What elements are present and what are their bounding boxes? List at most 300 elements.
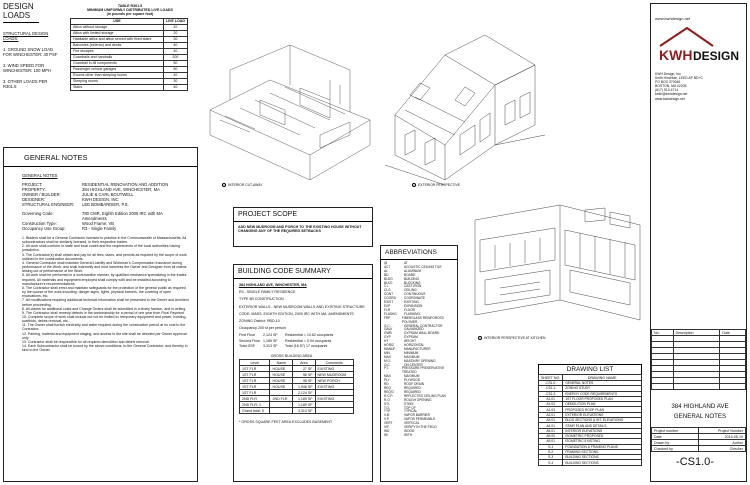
floor-row: [239, 333, 372, 337]
table-cell: 40: [163, 42, 187, 48]
abbreviation-meaning: PRESSURE PRESERVATIVE TREATED: [401, 366, 445, 375]
gba-cell: EXISTING: [315, 384, 353, 390]
table-cell: 50: [163, 60, 187, 66]
abbreviation-meaning: TYPICAL: [404, 409, 418, 414]
abbreviation-code: FLR: [384, 307, 391, 312]
abbreviation-code: TYP: [384, 409, 391, 414]
floor-occupants: Residential = 10.62 occupants: [285, 333, 334, 338]
drawing-list-cell: FRAMING SECTIONS: [563, 449, 642, 454]
gba-cell: HOUSE: [270, 384, 293, 390]
gba-cell: 2,124 SF: [293, 390, 315, 396]
interior-cutaway-drawing: [200, 40, 380, 180]
abbreviation-meaning: REFLECTED CEILING PLAN: [404, 393, 446, 398]
table-cell: Guardrails and handrails: [71, 54, 164, 60]
floor-name: First Floor: [239, 333, 256, 338]
table-cell: Attics without storage: [71, 24, 164, 30]
gba-cell: HOUSE: [270, 372, 293, 378]
abbreviation-code: BLDG: [384, 276, 393, 281]
abbreviation-meaning: BUILDING: [404, 276, 420, 281]
meta-label: Checked by: [652, 446, 699, 452]
info-value: RESIDENTIAL RENOVATION AND ADDITION: [82, 182, 169, 187]
drawing-list-cell: A9.00: [539, 433, 563, 438]
abbreviation-code: WD: [384, 428, 390, 433]
table-cell: 50: [163, 66, 187, 72]
abbreviation-meaning: TOP OF: [404, 405, 416, 410]
abbreviation-meaning: CEILING: [404, 288, 417, 293]
abbreviation-code: MAX: [384, 354, 391, 359]
table-cell: Attics with limited storage: [71, 30, 164, 36]
drawing-list-cell: PROPOSED ROOF PLAN: [563, 407, 642, 412]
code-value: Wood Frame, VB: [82, 221, 115, 226]
code-row: [22, 211, 197, 221]
gba-cell: [315, 408, 353, 414]
gba-header-cell: Area: [293, 360, 315, 366]
abbreviation-code: EXP: [384, 303, 391, 308]
caption-interior-cutaway: INTERIOR CUT-AWAY: [222, 183, 263, 187]
gba-cell: 1,189 SF: [293, 402, 315, 408]
abbreviation-meaning: ROUGH OPENING: [404, 397, 432, 402]
gba-header-cell: Name: [270, 360, 293, 366]
revision-table: [651, 329, 746, 390]
floor-occupants: Residential = 5.94 occupants: [285, 338, 332, 343]
abbreviation-meaning: MAXIMUM: [404, 374, 420, 379]
abbreviation-code: MANUF: [384, 346, 396, 351]
table-cell: Guardrail in-fill components: [71, 60, 164, 66]
abbreviation-code: CONT: [384, 292, 394, 297]
general-notes-box: [3, 147, 198, 482]
code-summary-line: R3 - SINGLE FAMILY RESIDENCE: [239, 290, 296, 295]
abbreviations-box: [380, 245, 458, 482]
drawing-list-cell: DEMOLITION PLAN: [563, 402, 642, 407]
abbreviation-code: BD: [384, 272, 389, 277]
design-loads-title: DESIGN LOADS: [3, 3, 39, 23]
abbreviation-meaning: AT: [404, 261, 408, 265]
code-label: Occupancy Use Group:: [22, 226, 66, 231]
info-row: [22, 202, 197, 207]
gba-cell: HOUSE: [270, 378, 293, 384]
abbreviation-code: W/: [384, 432, 388, 437]
code-lines: [239, 290, 372, 330]
note-item: 12. Parking, material and equipment staging, and access to the site shall be directed per Owner approval only.: [22, 331, 187, 340]
abbreviation-row: [384, 434, 454, 438]
abbreviation-meaning: ALUMINUM: [404, 268, 422, 273]
meta-label: Drawn by: [652, 440, 699, 446]
drawing-list-box: [538, 364, 642, 466]
abbreviation-code: V.P.: [384, 417, 390, 422]
abbreviation-code: HORIZ: [384, 343, 394, 348]
general-notes-subtitle: GENERAL NOTES: [22, 173, 58, 178]
note-item: 1. Bidders shall be a General Contractor licensed to practice in the Commonwealth of Massachusetts. All subcontractors shall be similarly licensed, in their respective trades.: [22, 236, 187, 245]
abbreviation-code: VERT: [384, 421, 393, 426]
abbreviation-code: V.B.: [384, 413, 390, 418]
abbreviation-meaning: HEIGHT: [404, 339, 417, 344]
drawing-list-cell: -CS1.1-: [539, 386, 563, 391]
abbreviation-meaning: FLOOR: [404, 307, 415, 312]
project-scope-title: PROJECT SCOPE: [234, 208, 372, 222]
floor-area: 1,189 SF: [263, 338, 278, 343]
abbreviation-code: R.C.P.: [384, 393, 393, 398]
note-item: 3. The Contractor(s) shall obtain and pay for all fees, taxes, and permits as required by the scope of work outlined in the construction documents.: [22, 252, 187, 261]
gba-cell: [270, 408, 293, 414]
abbreviation-meaning: ROOF DRAIN: [404, 382, 425, 387]
table-cell: 40: [163, 48, 187, 54]
drawing-list-table: [538, 374, 642, 466]
sheet-number: -CS1.0-: [676, 456, 714, 468]
info-value: 384 HIGHLAND AVE, WINCHESTER, MA: [82, 187, 160, 192]
info-label: PROPERTY:: [22, 187, 46, 192]
floor-area: 2,124 SF: [263, 333, 278, 338]
abbreviation-code: FRP: [384, 315, 391, 320]
drawing-list-cell: A9.01: [539, 439, 563, 444]
abbreviation-meaning: MINIMUM: [404, 350, 419, 355]
project-name: 384 HIGHLAND AVE: [671, 403, 729, 410]
info-label: PROJECT:: [22, 182, 43, 187]
design-loads-items: [3, 47, 66, 89]
abbreviation-meaning: GYPSUM: [404, 335, 418, 340]
gba-cell: 1ST FLR: [240, 372, 270, 378]
abbreviation-code: R.O.: [384, 397, 391, 402]
gba-cell: 1ST FLR: [240, 384, 270, 390]
table-cell: Passenger vehicle garages: [71, 66, 164, 72]
drawing-list-cell: S-3: [539, 455, 563, 460]
gba-header-cell: Comments: [315, 360, 353, 366]
floor-occupants: Total (16.57) 17 occupants: [285, 343, 328, 348]
drawing-list-cell: A3.01: [539, 418, 563, 423]
code-summary-line: EXTERIOR WALLS - NEW MUDROOM WALLS AND EXISTING STRUCTURE: [239, 304, 365, 309]
table-cell: 10: [163, 24, 187, 30]
note-item: 7. All modifications requiring additional technical information shall be presented to the Owner and Architect before proceeding.: [22, 298, 189, 307]
abbreviation-meaning: REQUIRED: [404, 386, 421, 390]
design-load-item: 2. WIND SPEED FOR WINCHESTER: 100 MPH: [3, 63, 51, 73]
building-address: 384 HIGHLAND AVE, WINCHESTER, MA: [239, 283, 307, 287]
code-value: 780 CMR, Eighth Edition 2009 IRC with MA Amendments: [82, 211, 163, 221]
abbreviation-code: PLY: [384, 378, 390, 383]
gba-header-cell: Level: [240, 360, 270, 366]
drawing-list-cell: S-2: [539, 449, 563, 454]
meta-label: Project number: [652, 428, 699, 434]
table-cell: Balconies (exterior) and decks: [71, 42, 164, 48]
note-item: 2. All work shall conform to state and local codes and the requirements of the local authorities having jurisdiction.: [22, 244, 180, 253]
abbreviation-code: STL: [384, 401, 390, 406]
info-label: STRUCTURAL ENGINEER:: [22, 202, 75, 207]
drawing-list-cell: ISOMETRIC EXISTING: [563, 439, 642, 444]
info-label: OWNER / BUILDER:: [22, 192, 61, 197]
note-item: 8. All claims for additional costs and Change Orders shall be submitted in a timely fashion, and in writing.: [22, 306, 187, 311]
table-cell: 200: [163, 54, 187, 60]
notes-list: [22, 236, 189, 352]
gba-cell: NEW MUDROOM: [315, 372, 353, 378]
drawing-list-header-cell: DRAWING NAME: [563, 375, 642, 381]
abbreviation-row: [384, 367, 454, 375]
abbreviation-code: GWB: [384, 331, 392, 336]
company-line: Keith Hinchlae, LEED AP BD+C: [655, 76, 703, 81]
table-cell: 30: [163, 78, 187, 84]
code-summary-line: TYPE 5B CONSTRUCTION: [239, 297, 284, 302]
drawing-list-cell: A2.01: [539, 412, 563, 417]
design-load-item: 3. OTHER LOADS PER R301.5: [3, 79, 48, 89]
gba-footnote: * GROSS SQUARE FEET AREA EXCLUDES BASEMENT: [239, 420, 333, 425]
abbreviation-code: ACT: [384, 264, 391, 269]
general-notes-title: GENERAL NOTES: [4, 148, 197, 167]
abbreviation-meaning: WITH: [404, 432, 413, 437]
abbreviation-code: REQ'D: [384, 389, 394, 394]
abbreviation-code: MAX: [384, 374, 391, 379]
abbreviation-code: HT: [384, 339, 389, 344]
floor-name: Total GSF: [239, 343, 255, 348]
abbreviation-code: GALV: [384, 327, 393, 332]
code-label: Construction Type:: [22, 221, 57, 226]
company-line: www.kwhdesign.net: [655, 96, 685, 101]
abbreviation-meaning: EXISTING: [404, 300, 419, 305]
live-load-table: [70, 18, 188, 91]
project-meta-table: [651, 427, 746, 452]
gross-building-area-table: [239, 359, 354, 414]
abbreviation-code: REQ: [384, 386, 391, 390]
company-line: PO BOX 370046: [655, 80, 681, 85]
table-header-cell: LIVE LOAD: [163, 18, 187, 24]
code-row: [22, 226, 197, 231]
abbreviation-meaning: WOOD: [404, 428, 415, 433]
drawing-list-cell: S-4: [539, 460, 563, 465]
abbreviation-code: @: [384, 261, 388, 265]
abbreviation-meaning: VAPOR PERMEABLE: [404, 417, 436, 422]
table-cell: Sleeping rooms: [71, 78, 164, 84]
floor-occupancy: [239, 333, 372, 348]
sheet-title: GENERAL NOTES: [673, 413, 727, 420]
abbreviation-code: P.T.: [384, 366, 390, 371]
view-marker-icon: [222, 183, 226, 187]
info-value: JULIE & CARL BOUTWELL: [82, 192, 134, 197]
floor-row: [239, 339, 372, 343]
abbreviation-meaning: FIBERGLASS REINFORCED POLYMER: [401, 315, 444, 324]
company-line: BOSTON, MA 02205: [655, 84, 687, 89]
table-subtitle: MINIMUM UNIFORMLY DISTRIBUTED LIVE LOADS: [87, 8, 173, 13]
meta-value: 2014-05-19: [698, 434, 745, 440]
abbreviation-code: RD: [384, 382, 389, 387]
abbreviation-code: FLASHG: [384, 311, 397, 316]
house-logo-icon: [655, 24, 745, 66]
drawing-list-cell: A5.01: [539, 428, 563, 433]
abbreviation-meaning: HORIZONTAL: [404, 343, 425, 348]
drawing-list-title: DRAWING LIST: [538, 364, 642, 374]
abbreviation-code: G.C.: [384, 323, 391, 328]
logo-design: DESIGN: [693, 49, 740, 63]
abbreviation-meaning: PLYWOOD: [404, 378, 421, 383]
gba-cell: 2ND FLR: [270, 396, 293, 402]
gba-cell: 1,189 SF: [293, 396, 315, 402]
note-item: 14. Each Subcontractor shall be bound by the above conditions, to the General Contractor, and thereby in kind to the Owner.: [22, 344, 188, 353]
abbreviation-meaning: VAPOR BARRIER: [404, 413, 430, 418]
table-cell: 20: [163, 30, 187, 36]
code-info: [22, 211, 197, 231]
abbreviation-meaning: VERTICAL: [404, 421, 420, 426]
gba-cell: 56 SF: [293, 372, 315, 378]
revision-header-cell: Date: [720, 330, 746, 336]
drawing-list-cell: BUILDING SECTIONS: [563, 460, 642, 465]
exterior-perspective-drawing: [385, 25, 545, 185]
abbreviation-meaning: BLOCKING: [404, 280, 421, 285]
note-item: 5. All work shall be performed in a workmanlike manner, by qualified mechanics specializing in the trades required. All materials and equipment employed shall comply with and be installed according to manufacturer's recommendations.: [22, 273, 187, 286]
gba-cell: 1ST FLR: [240, 378, 270, 384]
abbreviations-list: [381, 260, 457, 440]
floor-name: Second Floor: [239, 338, 261, 343]
gba-cell: 95 SF: [293, 378, 315, 384]
abbreviation-meaning: REQUIRED: [404, 389, 421, 394]
table-cell: Habitable attics and attics served with fixed stairs: [71, 36, 164, 42]
drawing-list-cell: STAIR PLAN AND DETAILS: [563, 423, 642, 428]
gba-cell: HOUSE: [270, 366, 293, 372]
abbreviation-meaning: VERIFY IN THE FIELD: [404, 425, 437, 430]
table-cell: 40: [163, 72, 187, 78]
abbreviation-meaning: GALVANIZED: [404, 327, 424, 332]
design-load-item: 1. GROUND SNOW LOAD FOR WINCHESTER: 40 PSF: [3, 47, 58, 57]
meta-row: [652, 446, 746, 452]
abbreviation-meaning: ON CENTER: [404, 362, 423, 367]
gba-cell: 3,313 SF: [293, 408, 315, 414]
kitchen-perspective-drawing: [470, 200, 645, 330]
meta-label: Date: [652, 434, 699, 440]
abbreviation-code: CLG: [384, 288, 391, 293]
table-units: (in pounds per square foot): [106, 12, 154, 17]
drawing-list-cell: ZONING STUDY: [563, 386, 642, 391]
drawing-list-cell: ENERGY CODE REQUIREMENTS: [563, 391, 642, 396]
drawing-list-cell: FOUNDATION & FRAMING PLANS: [563, 444, 642, 449]
caption-exterior-perspective: EXTERIOR PERSPECTIVE: [412, 183, 460, 187]
company-line: keith@kwhdesign.net: [655, 92, 688, 97]
info-label: DESIGNER:: [22, 197, 46, 202]
gba-cell: 27 SF: [293, 366, 315, 372]
revision-row: [652, 384, 746, 390]
table-cell: Rooms other than sleeping rooms: [71, 72, 164, 78]
gba-row: [240, 408, 354, 414]
abbreviation-code: VIF: [384, 425, 389, 430]
table-cell: Fire escapes: [71, 48, 164, 54]
building-code-box: [233, 264, 373, 482]
abbreviation-meaning: CAST IRON: [404, 284, 422, 289]
drawing-list-cell: EXTERIOR ELEVATIONS: [563, 412, 642, 417]
company-line: (617) 913-4714: [655, 88, 679, 93]
code-summary-line: ZONING District: RBD-10: [239, 319, 280, 324]
drawing-list-cell: BLDG SECTIONS & INT. ELEVATIONS: [563, 418, 642, 423]
table-title: TABLE R301.5: [117, 4, 143, 8]
note-item: 4. General Contractor shall maintain General Liability and Workman's Compensation Insurance during performance of the Work; and shall indemnify and hold harmless the Owner and Designer from all claims arising out of performance of the Work.: [22, 260, 187, 274]
title-block: [650, 3, 747, 482]
gba-cell: NEW PORCH: [315, 378, 353, 384]
revision-cell: [652, 384, 674, 390]
abbreviation-meaning: GENERAL CONTRACTOR: [404, 323, 443, 328]
view-marker-icon: [478, 336, 482, 340]
table-row: [71, 84, 188, 90]
abbreviation-code: C.I.: [384, 284, 389, 289]
abbreviation-meaning: ACOUSTIC CEILING TILE: [404, 264, 442, 269]
code-value: R3 - Single Family: [82, 226, 117, 231]
drawing-list-cell: INTERIOR ELEVATIONS: [563, 428, 642, 433]
abbreviation-meaning: CONTINUOUS: [404, 292, 426, 297]
drawing-list-cell: -CS1.2-: [539, 391, 563, 396]
live-load-table-box: [70, 4, 190, 91]
structural-loads-label: STRUCTURAL DESIGN LOADS:: [3, 31, 49, 41]
company-line: KWH Design, Inc: [655, 72, 681, 76]
note-item: 9. The Contractor shall remedy defects in the workmanship for a period of one year from Final Payment.: [22, 310, 185, 315]
abbreviation-code: EXIST: [384, 300, 394, 305]
code-label: Governing Code:: [22, 211, 54, 216]
note-item: 6. The Contractor shall erect and maintain safeguards for the protection of the general public as required by the course of the work including: danger signs, lights, physical barriers, the covering of open excavations, etc.: [22, 285, 186, 299]
drawing-list-cell: BUILDING SECTIONS: [563, 455, 642, 460]
revision-cell: [720, 384, 746, 390]
drawing-list-header-cell: SHEET NO.: [539, 375, 563, 381]
abbreviation-meaning: STEEL: [404, 401, 415, 406]
design-loads-box: [3, 3, 66, 133]
note-item: 10. Complete scope of work shall include but not be limited to: temporary equipment and power, hoisting, scaffolds, debris removal, etc.: [22, 314, 187, 324]
building-code-title: BUILDING CODE SUMMARY: [234, 265, 372, 279]
meta-value: Checker: [698, 446, 745, 452]
meta-value: Author: [698, 440, 745, 446]
gba-cell: 2ND FLR: 1: [240, 402, 270, 408]
project-scope-text: ADD NEW MUDROOM AND PORCH TO THE EXISTING HOUSE WITHOUT CHANGING ANY OF THE REQUIRED SETBACKS: [238, 225, 362, 234]
code-summary-line: CODE: MASS. EIGHTH EDITION, 2009 IRC WITH MA. AMENDMENTS: [239, 311, 354, 316]
abbreviation-meaning: COORDINATE: [404, 296, 426, 301]
gba-title: GROSS BUILDING AREA: [270, 354, 313, 359]
drawing-list-cell: 1ST FLOOR PROPOSED PLAN: [563, 396, 642, 401]
caption-interior-kitchen: INTERIOR PERSPECTIVE AT KITCHEN: [478, 336, 545, 340]
drawing-list-cell: ISOMETRIC PROPOSED: [563, 433, 642, 438]
abbreviation-meaning: EXPANSION: [404, 303, 423, 308]
floor-area: 3,313 SF: [263, 343, 278, 348]
drawing-list-cell: S-1: [539, 444, 563, 449]
revision-header-cell: No.: [652, 330, 674, 336]
revision-header-cell: Description: [673, 330, 720, 336]
gba-cell: 1ST FLR: [240, 366, 270, 372]
abbreviation-meaning: FLASHING: [404, 311, 420, 316]
abbreviation-code: T.O.: [384, 405, 390, 410]
table-cell: 40: [163, 84, 187, 90]
abbreviation-code: GYP: [384, 335, 391, 340]
drawing-list-cell: A1.01: [539, 396, 563, 401]
abbreviation-meaning: MAXIMUM: [404, 354, 420, 359]
company-logo: [655, 24, 745, 66]
view-marker-icon: [412, 183, 416, 187]
abbreviation-code: O.C.: [384, 362, 391, 367]
code-summary-line: Occupancy 200 sf per person: [239, 326, 286, 331]
project-scope-box: [233, 207, 373, 247]
abbreviation-meaning: GYPSUM WALL BOARD: [404, 331, 440, 336]
drawing-list-cell: A1.02: [539, 402, 563, 407]
company-info: [655, 72, 703, 101]
gba-cell: EXISTING: [315, 366, 353, 372]
gba-cell: Grand total: 5: [240, 408, 270, 414]
drawing-list-cell: A1.03: [539, 407, 563, 412]
info-value: KWH DESIGN, INC: [82, 197, 119, 202]
drawing-list-cell: -CS1.0-: [539, 381, 563, 386]
info-value: LEE BOMBARDIER, P.E.: [82, 202, 129, 207]
meta-value: Project Number: [698, 428, 745, 434]
abbreviation-meaning: MASONRY OPENING: [404, 358, 436, 363]
logo-url: www.kwhdesign.net: [655, 16, 691, 21]
abbreviation-code: AL: [384, 268, 388, 273]
abbreviations-title: ABBREVIATIONS: [381, 246, 457, 260]
project-info: [22, 182, 197, 207]
drawing-list-cell: A4.01: [539, 423, 563, 428]
revision-cell: [673, 384, 720, 390]
table-cell: 30: [163, 36, 187, 42]
abbreviation-meaning: MANUFACTURER: [404, 346, 431, 351]
gba-cell: 1,946 SF: [293, 384, 315, 390]
drawing-list-row: [539, 460, 642, 465]
abbreviation-code: COORD: [384, 296, 396, 301]
abbreviation-code: BLKG: [384, 280, 393, 285]
note-item: 11. The Owner shall furnish electricity and water required during the construction period at no cost to the Contractor.: [22, 323, 186, 332]
table-cell: Stairs: [71, 84, 164, 90]
